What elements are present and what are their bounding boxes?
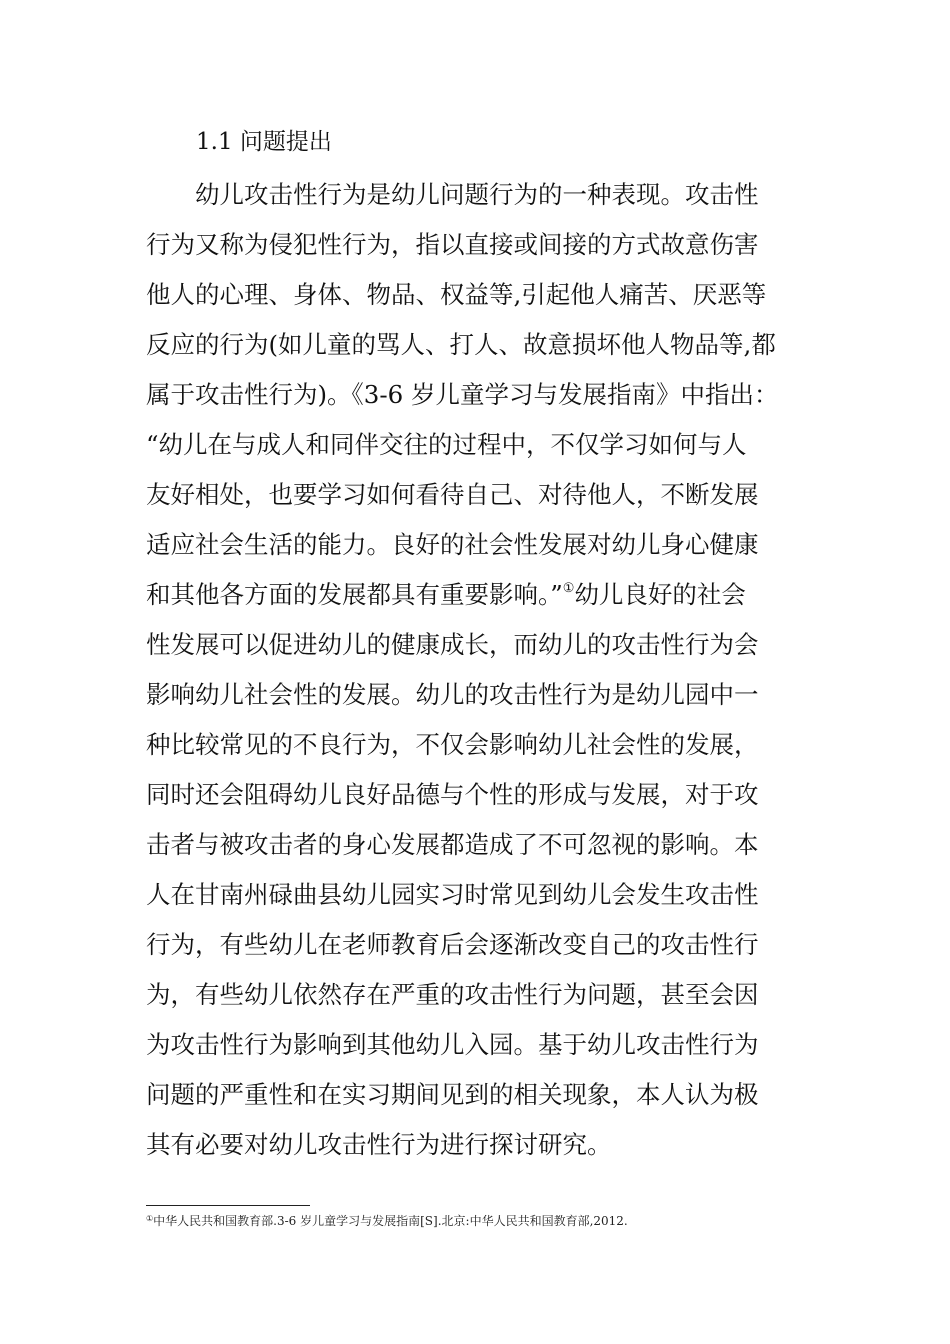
paragraph-line: 击者与被攻击者的身心发展都造成了不可忽视的影响。本 xyxy=(146,830,759,859)
paragraph-line-with-footnote xyxy=(146,570,816,620)
paragraph-line: 属于攻击性行为)。《3-6 岁儿童学习与发展指南》中指出： xyxy=(146,380,779,409)
paragraph-line: 他人的心理、身体、物品、权益等,引起他人痛苦、厌恶等 xyxy=(146,280,767,309)
paragraph-line: 友好相处，也要学习如何看待自己、对待他人，不断发展 xyxy=(146,480,759,509)
paragraph-line: 同时还会阻碍幼儿良好品德与个性的形成与发展，对于攻 xyxy=(146,780,759,809)
paragraph-line: 为攻击性行为影响到其他幼儿入园。基于幼儿攻击性行为 xyxy=(146,1030,759,1059)
paragraph-line: 行为，有些幼儿在老师教育后会逐渐改变自己的攻击性行 xyxy=(146,930,759,959)
paragraph-line: “幼儿在与成人和同伴交往的过程中，不仅学习如何与人 xyxy=(146,430,747,459)
paragraph-line: 行为又称为侵犯性行为，指以直接或间接的方式故意伤害 xyxy=(146,230,759,259)
paragraph-line: 人在甘南州碌曲县幼儿园实习时常见到幼儿会发生攻击性 xyxy=(146,880,759,909)
footnote-text: 中华人民共和国教育部.3-6 岁儿童学习与发展指南[S].北京:中华人民共和国教育部,2012. xyxy=(153,1214,628,1228)
paragraph-line: 适应社会生活的能力。良好的社会性发展对幼儿身心健康 xyxy=(146,530,759,559)
body-paragraph xyxy=(146,170,816,1170)
paragraph-line: 反应的行为(如儿童的骂人、打人、故意损坏他人物品等,都 xyxy=(146,330,776,359)
footnote xyxy=(146,1212,628,1230)
paragraph-line: 种比较常见的不良行为，不仅会影响幼儿社会性的发展， xyxy=(146,730,759,759)
paragraph-line: 为，有些幼儿依然存在严重的攻击性行为问题，甚至会因 xyxy=(146,980,759,1009)
footnote-mark: ① xyxy=(146,1214,154,1223)
paragraph-line: 幼儿攻击性行为是幼儿问题行为的一种表现。攻击性 xyxy=(195,180,759,209)
paragraph-line: 其有必要对幼儿攻击性行为进行探讨研究。 xyxy=(146,1130,612,1159)
paragraph-line-tail: 幼儿良好的社会 xyxy=(574,580,746,609)
footnote-separator xyxy=(146,1205,310,1206)
paragraph-line-text: 和其他各方面的发展都具有重要影响。” xyxy=(146,580,563,609)
footnote-reference[interactable]: ① xyxy=(562,581,575,596)
section-heading: 1.1 问题提出 xyxy=(196,129,332,155)
paragraph-line: 性发展可以促进幼儿的健康成长，而幼儿的攻击性行为会 xyxy=(146,630,759,659)
paragraph-line: 问题的严重性和在实习期间见到的相关现象，本人认为极 xyxy=(146,1080,759,1109)
paragraph-line: 影响幼儿社会性的发展。幼儿的攻击性行为是幼儿园中一 xyxy=(146,680,759,709)
